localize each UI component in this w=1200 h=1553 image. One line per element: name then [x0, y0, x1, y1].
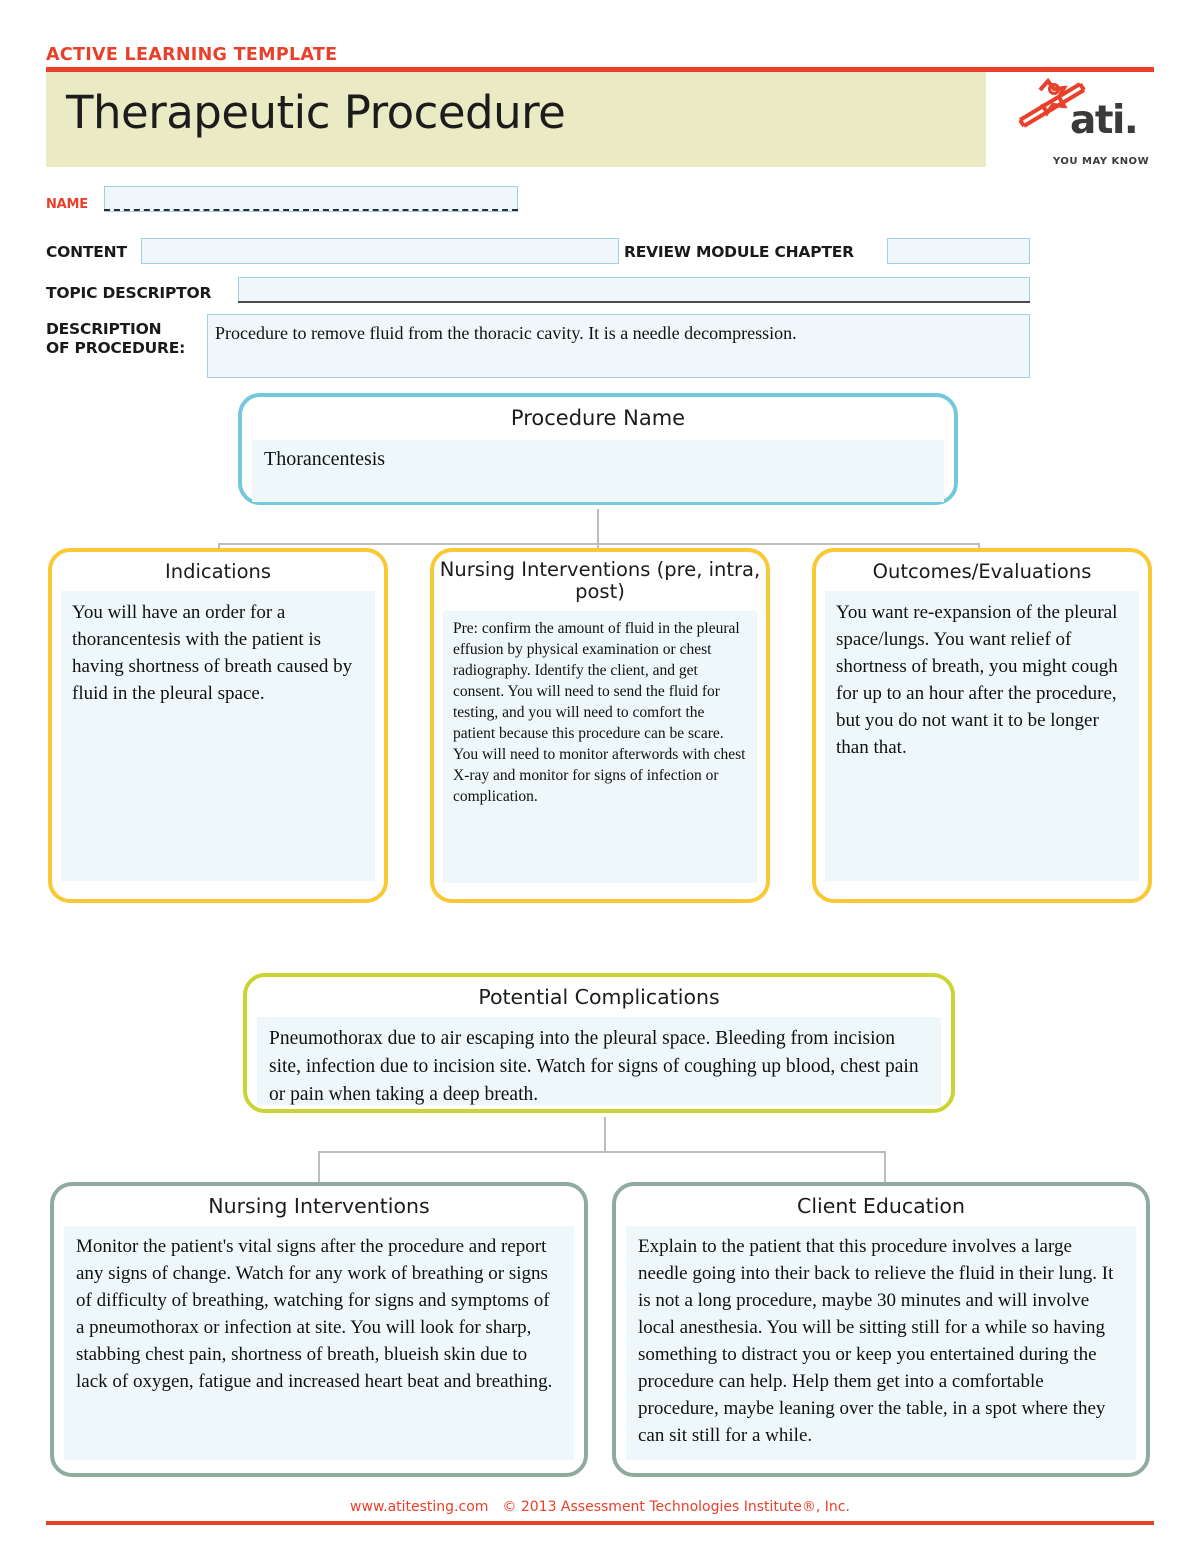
indications-body[interactable]: You will have an order for a thorancentesis with the patient is having shortness of breath caused by fluid in the pleural space.: [61, 591, 375, 881]
topic-descriptor-input[interactable]: [238, 277, 1030, 303]
connector-drop-client-education: [884, 1151, 886, 1183]
footer: [0, 1499, 1200, 1515]
connector-trunk-bottom: [604, 1117, 606, 1152]
connector-bar-top: [218, 543, 980, 545]
procedure-name-card: [238, 393, 958, 505]
active-learning-template-eyebrow: ACTIVE LEARNING TEMPLATE: [46, 45, 338, 65]
client-education-card: [612, 1182, 1150, 1477]
client-education-title: Client Education: [797, 1194, 965, 1218]
potential-complications-title: Potential Complications: [478, 985, 720, 1009]
potential-complications-body[interactable]: Pneumothorax due to air escaping into the pleural space. Bleeding from incision site, infection due to incision site. Watch for signs of coughing up blood, chest pain or pain when taking a deep breath.: [257, 1017, 941, 1105]
content-input[interactable]: [141, 238, 619, 264]
nursing-interventions-pre-card: [430, 548, 770, 903]
connector-bar-bottom: [318, 1151, 886, 1153]
nursing-interventions-pre-title: Nursing Interventions (pre, intra, post): [439, 558, 761, 603]
footer-website[interactable]: www.atitesting.com: [350, 1499, 489, 1515]
footer-copyright: © 2013 Assessment Technologies Institute®, Inc.: [502, 1499, 850, 1515]
indications-title: Indications: [164, 560, 272, 583]
description-of-procedure-label-line1: DESCRIPTION: [46, 320, 162, 338]
client-education-body[interactable]: Explain to the patient that this procedure involves a large needle going into their back to relieve the fluid in their lung. It is not a long procedure, maybe 30 minutes and will involve local anesthesia. You will be sitting still for a while so having something to distract you or keep you entertained during the procedure can help. Help them get into a comfortable procedure, maybe leaning over the table, in a spot where they can sit still for a while.: [626, 1226, 1136, 1460]
indications-card: [48, 548, 388, 903]
nursing-interventions-body[interactable]: Monitor the patient's vital signs after the procedure and report any signs of change. Watch for any work of breathing or signs of difficulty of breathing, watching for signs and symptoms of a pneumothorax or infection at site. You will look for sharp, stabbing chest pain, shortness of breath, blueish skin due to lack of oxygen, fatigue and increased heart beat and breathing.: [64, 1226, 574, 1460]
nursing-interventions-title: Nursing Interventions: [208, 1194, 430, 1218]
content-label: CONTENT: [46, 243, 127, 261]
footer-bottom-rule: [46, 1521, 1154, 1525]
description-of-procedure-value: Procedure to remove fluid from the thoracic cavity. It is a needle decompression.: [215, 323, 797, 343]
description-of-procedure-label-line2: OF PROCEDURE:: [46, 339, 186, 357]
ati-logo-tagline: YOU MAY KNOW: [1053, 156, 1150, 167]
nursing-interventions-pre-body[interactable]: Pre: confirm the amount of fluid in the pleural effusion by physical examination or chest radiography. Identify the client, and get consent. You will need to send the fluid for testing, and you will need to comfort the patient because this procedure can be scare. You will need to monitor afterwords with chest X-ray and monitor for signs of infection or complication.: [443, 611, 757, 883]
outcomes-evaluations-title: Outcomes/Evaluations: [872, 560, 1092, 583]
ati-logo-wordmark: ati.: [1070, 98, 1138, 143]
nursing-interventions-card: [50, 1182, 588, 1477]
outcomes-evaluations-card: [812, 548, 1152, 903]
name-label: NAME: [46, 197, 88, 212]
page-title: Therapeutic Procedure: [66, 86, 566, 139]
connector-trunk-top: [597, 509, 599, 544]
name-dashed-underline: [104, 209, 518, 211]
procedure-name-title: Procedure Name: [510, 406, 686, 430]
review-module-chapter-label: REVIEW MODULE CHAPTER: [624, 243, 854, 261]
topic-descriptor-label: TOPIC DESCRIPTOR: [46, 284, 212, 302]
review-module-chapter-input[interactable]: [887, 238, 1030, 264]
topic-descriptor-underline: [238, 301, 1030, 303]
procedure-name-value[interactable]: Thorancentesis: [252, 440, 944, 502]
outcomes-evaluations-body[interactable]: You want re-expansion of the pleural space/lungs. You want relief of shortness of breath, you might cough for up to an hour after the procedure, but you do not want it to be longer than that.: [825, 591, 1139, 881]
potential-complications-card: [243, 973, 955, 1113]
connector-drop-nursing-post: [318, 1151, 320, 1183]
ati-logo: [1010, 76, 1160, 176]
